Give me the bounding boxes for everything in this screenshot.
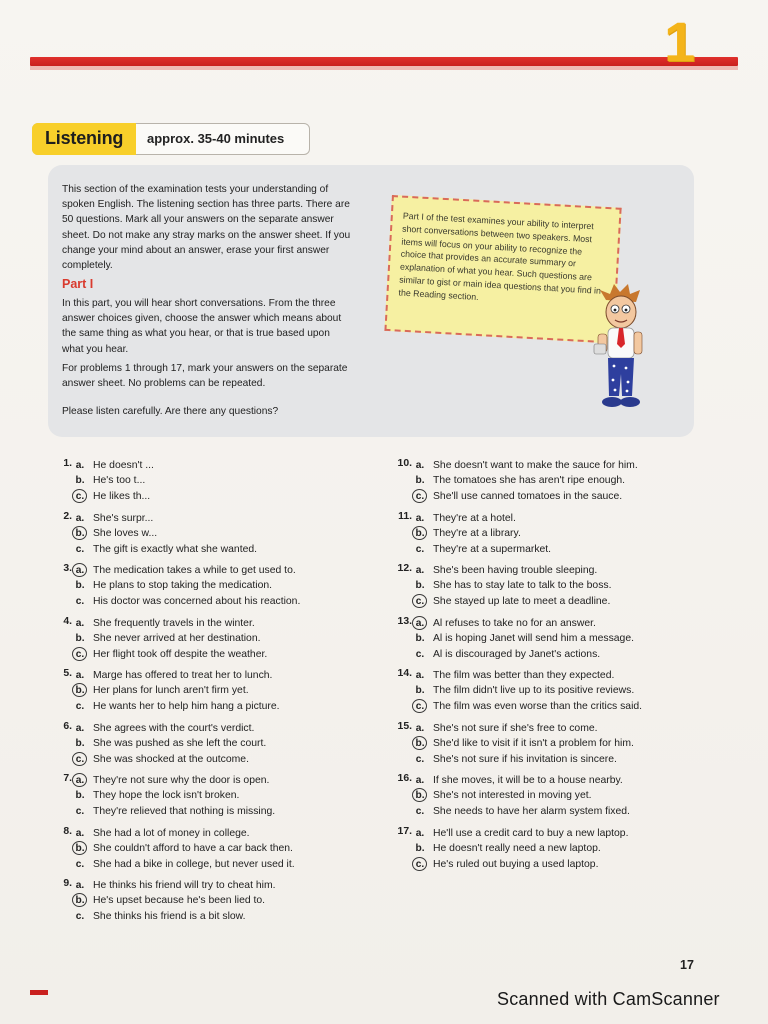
answer-text: Al is discouraged by Janet's actions. [433,648,601,660]
answer-letter: a. [75,460,85,471]
answer-text: She had a lot of money in college. [93,828,250,839]
chapter-number: 1 [664,10,696,73]
answer-option [52,631,352,646]
answer-option [52,616,352,631]
answer-text: They hope the lock isn't broken. [93,790,240,802]
answer-text: She'll use canned tomatoes in the sauce. [433,490,623,502]
answer-letter: c. [415,648,425,660]
answer-option [52,578,352,593]
answer-text: He's too t... [93,475,146,487]
answer-letter: a. [415,828,425,839]
answer-option [392,458,692,473]
answer-letter-circled: c. [412,699,428,714]
answer-text: She's not sure if his invitation is sincere. [433,753,617,765]
answer-text: He doesn't really need a new laptop. [433,843,601,855]
answer-option [392,542,692,557]
answer-text: She'd like to visit if it isn't a problem for him. [433,738,634,750]
answer-letter-circled: b. [412,788,428,803]
answer-text: She had a bike in college, but never used it. [93,858,295,870]
answer-option [392,473,692,488]
answer-letter: c. [415,753,425,765]
answer-text: He's ruled out buying a used laptop. [433,858,599,870]
question-item [392,511,692,557]
answer-text: She frequently travels in the winter. [93,618,255,629]
question-item [52,616,352,662]
answer-text: She thinks his friend is a bit slow. [93,910,246,922]
answer-option [392,683,692,698]
question-number: 15. [397,721,412,732]
question-item [392,668,692,714]
answer-letter: b. [415,475,425,487]
answer-text: Her plans for lunch aren't firm yet. [93,685,249,697]
answer-option [52,473,352,488]
answer-letter-circled: c. [72,752,88,767]
answer-letter-circled: c. [412,594,428,609]
answer-option [52,647,352,662]
answer-letter-circled: b. [72,893,88,908]
question-item [52,721,352,767]
question-item [52,563,352,609]
answer-option [52,668,352,683]
answer-letter: b. [75,475,85,487]
answer-letter-circled: a. [412,616,428,631]
answer-letter-circled: c. [72,647,88,662]
answer-option [52,563,352,578]
answer-letter: b. [75,580,85,592]
answer-text: His doctor was concerned about his reaction. [93,595,301,607]
answer-text: They're at a hotel. [433,513,516,524]
question-number: 6. [63,721,72,732]
answer-option [52,804,352,819]
answer-letter: b. [75,738,85,750]
answer-text: He likes th... [93,490,151,502]
answer-option [52,736,352,751]
section-tab [32,123,310,155]
answer-letter: a. [415,513,425,524]
answer-letter: c. [75,595,85,607]
answer-text: She never arrived at her destination. [93,633,261,645]
question-item [392,826,692,872]
answer-option [392,857,692,872]
question-item [52,458,352,504]
answer-option [392,788,692,803]
question-item [392,773,692,819]
answer-option [52,699,352,714]
answer-option [392,736,692,751]
answer-letter: c. [75,910,85,922]
question-number: 2. [63,511,72,522]
answer-text: The film was better than they expected. [433,670,615,681]
answer-text: She agrees with the court's verdict. [93,723,255,734]
question-number: 16. [397,773,412,784]
answer-text: She was pushed as she left the court. [93,738,267,750]
answer-option [52,542,352,557]
answer-letter-circled: a. [72,563,88,578]
answer-letter-circled: c. [72,489,88,504]
question-item [52,878,352,924]
answer-option [52,826,352,841]
answer-letter: b. [75,790,85,802]
answer-text: They're at a library. [433,528,521,540]
answer-option [392,578,692,593]
part-title: Part I [62,277,94,291]
answer-letter: a. [75,670,85,681]
answer-letter: b. [75,633,85,645]
answer-letter: b. [415,633,425,645]
bottom-red-mark [30,990,48,995]
page-number: 17 [680,958,694,972]
answer-letter: a. [75,723,85,734]
answer-option [392,647,692,662]
answer-letter-circled: b. [412,526,428,541]
listen-instruction: Please listen carefully. Are there any questions? [62,406,279,417]
question-number: 9. [63,878,72,889]
answer-letter: c. [415,805,425,817]
answer-text: They're at a supermarket. [433,543,552,555]
answer-text: The tomatoes she has aren't ripe enough. [433,475,626,487]
answer-text: She couldn't afford to have a car back then. [93,843,293,855]
answer-text: Marge has offered to treat her to lunch. [93,670,273,681]
answer-text: She was shocked at the outcome. [93,753,249,765]
answer-text: She's been having trouble sleeping. [433,565,598,576]
answer-text: The gift is exactly what she wanted. [93,543,258,555]
answer-text: The film didn't live up to its positive reviews. [433,685,635,697]
answer-text: She's surpr... [93,513,154,524]
answer-text: She doesn't want to make the sauce for him. [433,460,638,471]
question-number: 10. [397,458,412,469]
answer-option [52,752,352,767]
answer-text: He's upset because he's been lied to. [93,895,266,907]
answer-letter: a. [75,513,85,524]
answer-letter: a. [415,723,425,734]
cartoon-student-illustration [588,282,652,414]
answer-text: He doesn't ... [93,460,154,471]
problems-instruction: For problems 1 through 17, mark your answers on the separate answer sheet. No problems can be repeated. [62,363,348,390]
answer-option [52,458,352,473]
answer-letter: a. [75,618,85,629]
answer-text: The film was even worse than the critics said. [433,700,643,712]
intro-paragraph: This section of the examination tests your understanding of spoken English. The listening section has three parts. There are 50 questions. Mark all your answers on the separate answer sheet. Do not make any stray marks on the answer sheet. If you change your mind about an answer, erase your first answer completely. [62,184,351,272]
answer-letter: c. [75,543,85,555]
answer-letter-circled: b. [72,683,88,698]
question-number: 5. [63,668,72,679]
answer-letter: c. [415,543,425,555]
answer-option [392,594,692,609]
question-item [52,511,352,557]
answer-letter: a. [415,670,425,681]
answer-option [392,511,692,526]
answer-letter: c. [75,700,85,712]
answer-option [52,526,352,541]
answer-letter-circled: b. [412,736,428,751]
answer-text: If she moves, it will be to a house nearby. [433,775,623,786]
question-number: 12. [397,563,412,574]
answer-text: He'll use a credit card to buy a new laptop. [433,828,629,839]
answer-option [52,594,352,609]
answer-option [392,668,692,683]
question-number: 14. [397,668,412,679]
answer-letter: b. [415,580,425,592]
answer-text: He thinks his friend will try to cheat him. [93,880,276,891]
answer-option [52,773,352,788]
answer-option [392,563,692,578]
answer-option [52,721,352,736]
answer-option [392,526,692,541]
answer-text: Al is hoping Janet will send him a message. [433,633,634,645]
header-stripe [30,57,738,66]
answer-text: They're not sure why the door is open. [93,775,270,786]
answer-letter: a. [415,460,425,471]
answer-letter: b. [415,843,425,855]
question-item [392,616,692,662]
question-number: 17. [397,826,412,837]
answer-option [392,826,692,841]
answer-option [392,489,692,504]
question-item [392,458,692,504]
intro-text [62,182,358,273]
answer-option [52,683,352,698]
answer-option [392,699,692,714]
answer-option [52,893,352,908]
answer-option [392,721,692,736]
answer-option [52,909,352,924]
section-title: Listening [45,128,124,148]
question-number: 7. [63,773,72,784]
answer-option [392,773,692,788]
answer-option [52,857,352,872]
answer-text: She stayed up late to meet a deadline. [433,595,611,607]
answer-text: He plans to stop taking the medication. [93,580,273,592]
answer-letter-circled: b. [72,526,88,541]
answer-option [52,878,352,893]
answer-option [392,752,692,767]
question-number: 11. [398,511,412,522]
answer-letter: b. [415,685,425,697]
answer-text: She has to stay late to talk to the boss. [433,580,612,592]
answer-letter: a. [75,880,85,891]
question-number: 13. [397,616,412,627]
scanner-watermark: Scanned with CamScanner [497,989,720,1009]
question-item [52,773,352,819]
answer-letter-circled: b. [72,841,88,856]
answer-option [392,616,692,631]
answer-option [392,631,692,646]
answer-text: Her flight took off despite the weather. [93,648,268,660]
answer-text: Al refuses to take no for an answer. [433,618,596,629]
answer-letter-circled: a. [72,773,88,788]
answer-text: She loves w... [93,528,158,540]
answer-letter: a. [415,565,425,576]
answer-option [392,804,692,819]
section-time: approx. 35-40 minutes [147,131,285,146]
answer-letter: a. [75,828,85,839]
question-number: 1. [63,458,72,469]
answer-text: He wants her to help him hang a picture. [93,700,280,712]
header-stripe-shadow [30,66,738,70]
answer-text: She needs to have her alarm system fixed. [433,805,630,817]
answer-letter-circled: c. [412,489,428,504]
question-number: 3. [63,563,72,574]
answer-option [52,489,352,504]
answer-option [52,788,352,803]
question-number: 8. [63,826,72,837]
answer-text: She's not sure if she's free to come. [433,723,598,734]
answer-letter: c. [75,805,85,817]
answer-letter: c. [75,858,85,870]
answer-text: The medication takes a while to get used to. [93,565,296,576]
answer-option [52,511,352,526]
question-number: 4. [63,616,72,627]
question-item [392,563,692,609]
part-description: In this part, you will hear short conversations. From the three answer choices given, choose the answer which means about the same thing as what you hear, or that is true based upon what you hear. [62,298,342,355]
answer-option [52,841,352,856]
question-item [392,721,692,767]
answer-text: She's not interested in moving yet. [433,790,592,802]
tip-note: Part I of the test examines your ability to interpret short conversations between two speakers. Most items will focus on your ability to recognize the choice that provides an accurate summary or explanation of what you hear. Such questions are similar to gist or main idea questions that you find in the Reading section. [384,195,621,344]
answer-letter: a. [415,775,425,786]
question-item [52,826,352,872]
answer-option [392,841,692,856]
question-item [52,668,352,714]
answer-text: They're relieved that nothing is missing. [93,805,276,817]
answer-letter-circled: c. [412,857,428,872]
